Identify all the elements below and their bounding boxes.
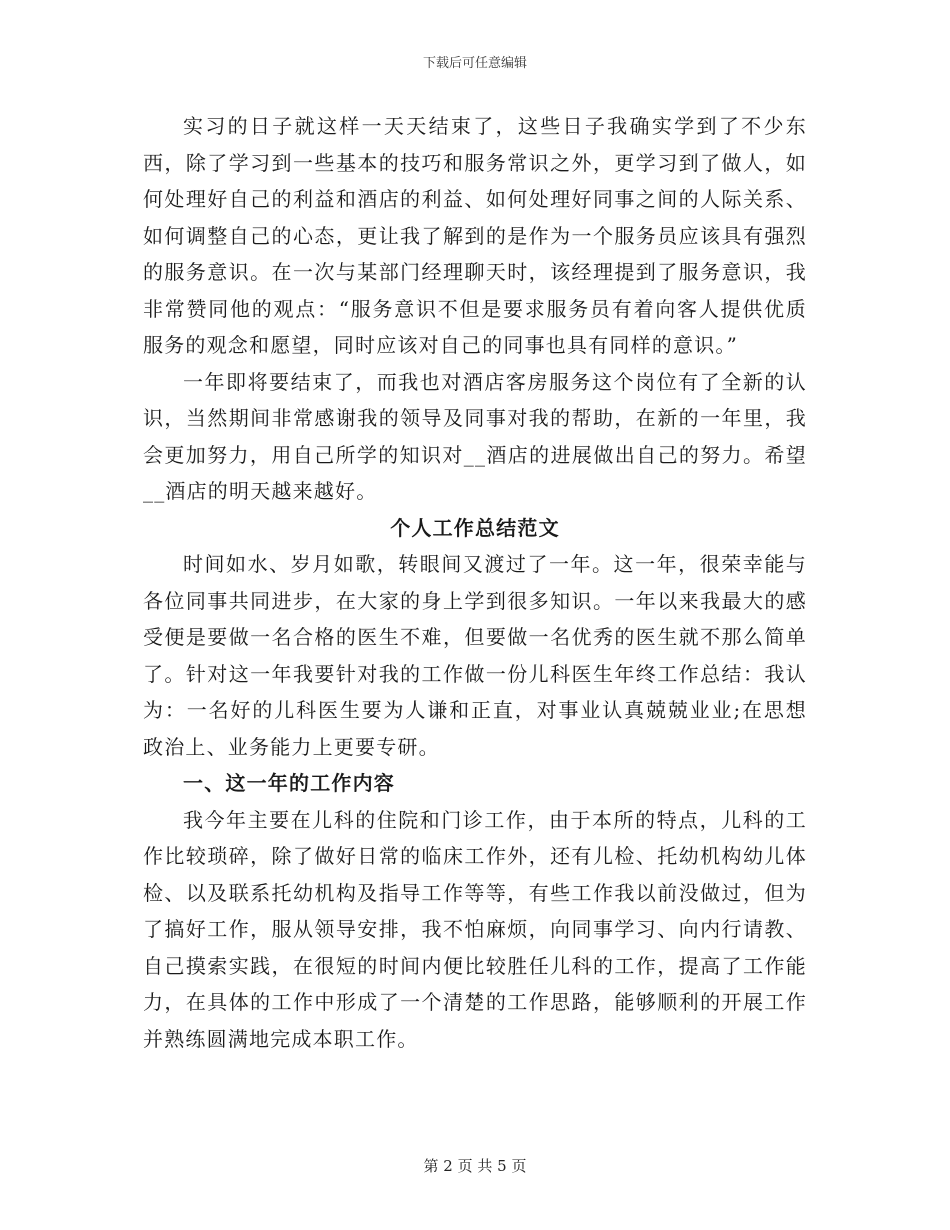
page-number: 第 2 页 共 5 页 — [423, 1157, 527, 1175]
paragraph-year-end-thanks: 一年即将要结束了，而我也对酒店客房服务这个岗位有了全新的认识，当然期间非常感谢我的领导及同事对我的帮助，在新的一年里，我会更加努力，用自己所学的知识对__酒店的进展做出自己的努力。希望__酒店的明天越来越好。 — [143, 369, 807, 503]
paragraph-intro: 时间如水、岁月如歌，转眼间又渡过了一年。这一年，很荣幸能与各位同事共同进步，在大家的身上学到很多知识。一年以来我最大的感受便是要做一名合格的医生不难，但要做一名优秀的医生就不那么简单了。针对这一年我要针对我的工作做一份儿科医生年终工作总结：我认为：一名好的儿科医生要为人谦和正直，对事业认真兢兢业业;在思想政治上、业务能力上更要专研。 — [143, 552, 807, 759]
document-title: 个人工作总结范文 — [390, 515, 560, 540]
section-heading-work-content: 一、这一年的工作内容 — [183, 771, 395, 795]
page-header: 下载后可任意编辑 — [422, 56, 527, 71]
paragraph-work-content: 我今年主要在儿科的住院和门诊工作，由于本所的特点，儿科的工作比较琐碎，除了做好日常的临床工作外，还有儿检、托幼机构幼儿体检、以及联系托幼机构及指导工作等等，有些工作我以前没做过，但为了搞好工作，服从领导安排，我不怕麻烦，向同事学习、向内行请教、自己摸索实践，在很短的时间内便比较胜任儿科的工作，提高了工作能力，在具体的工作中形成了一个清楚的工作思路，能够顺利的开展工作并熟练圆满地完成本职工作。 — [143, 807, 807, 1051]
paragraph-internship-summary: 实习的日子就这样一天天结束了，这些日子我确实学到了不少东西，除了学习到一些基本的技巧和服务常识之外，更学习到了做人，如何处理好自己的利益和酒店的利益、如何处理好同事之间的人际关系、如何调整自己的心态，更让我了解到的是作为一个服务员应该具有强烈的服务意识。在一次与某部门经理聊天时，该经理提到了服务意识，我非常赞同他的观点：“服务意识不但是要求服务员有着向客人提供优质服务的观念和愿望，同时应该对自己的同事也具有同样的意识。” — [143, 114, 807, 357]
document-body — [143, 108, 807, 1057]
